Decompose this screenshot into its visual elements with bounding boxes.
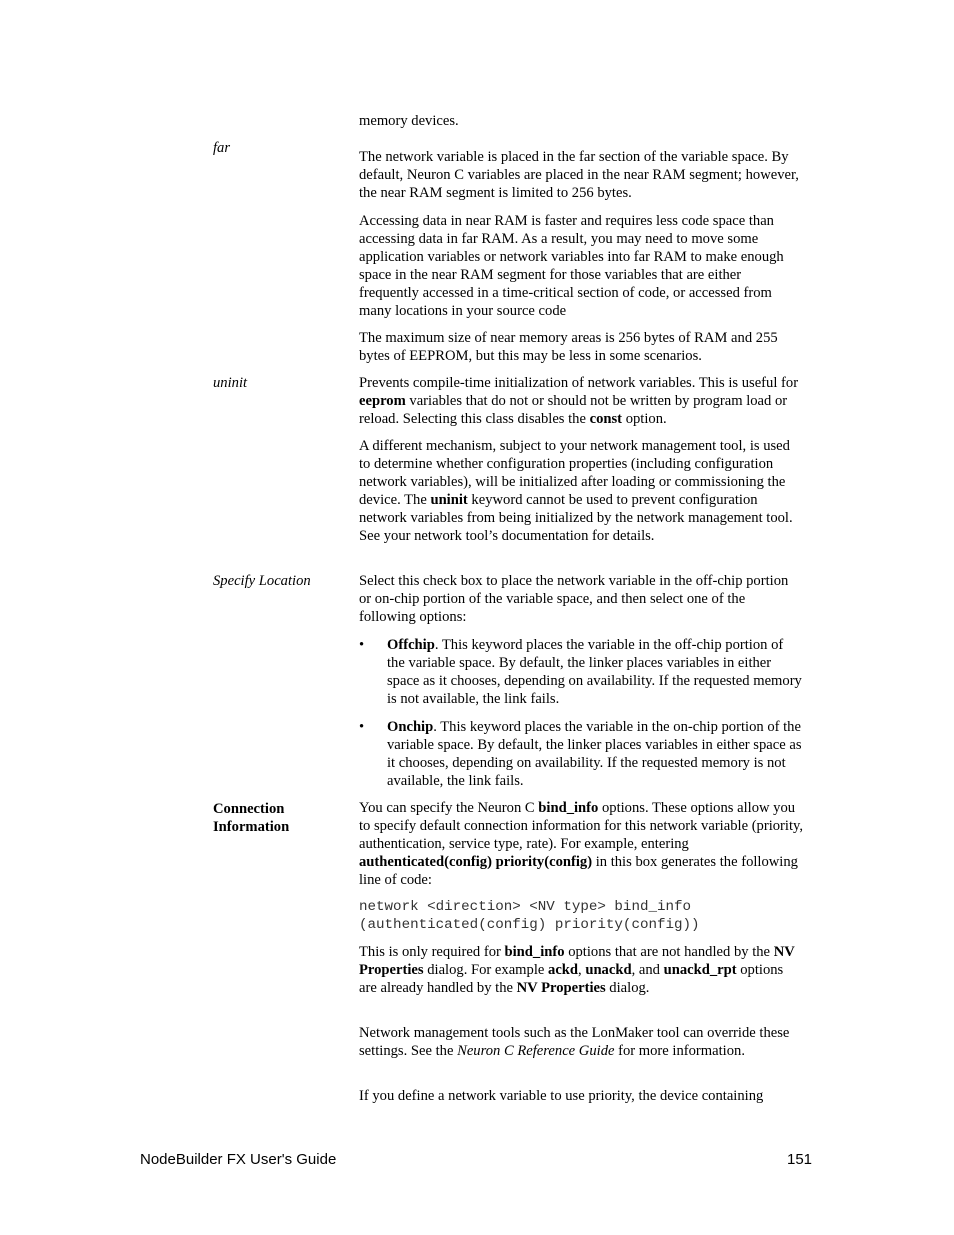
far-paragraph-3: The maximum size of near memory areas is 256 bytes of RAM and 255 bytes of EEPROM, but this may be less in some scenarios. (359, 330, 778, 364)
uninit-description (359, 374, 804, 428)
text-run: dialog. For example (423, 962, 549, 978)
text-run: . This keyword places the variable in the on-chip portion of the variable space. By default, the linker places variables in either space as it chooses, depending on availability. If the requested memory is not available, the link fails. (387, 719, 802, 789)
keyword-eeprom: eeprom (359, 393, 406, 409)
text-run: variables that do not or should not be written by program load or reload. Selecting this class disables the (359, 393, 788, 427)
keyword-bind-info: bind_info (538, 800, 599, 816)
code-example (359, 898, 804, 934)
connection-description-2 (359, 943, 804, 997)
connection-description (359, 799, 804, 889)
text-run: options. These options allow you to specify default connection information for this network variable (priority, authentication, service type, rate). For example, entering (359, 800, 804, 852)
uninit-description-2 (359, 437, 804, 545)
text-run: . This keyword places the variable in the off-chip portion of the variable space. By default, the linker places variables in either space as it chooses, depending on availability. If the requested memory is not available, the link fails. (387, 637, 802, 707)
connection-description-3 (359, 1024, 804, 1060)
term-far: far (213, 140, 231, 156)
term-connection-line-1: Connection (213, 801, 285, 817)
uninit-paragraph-1 (359, 374, 804, 428)
text-run: A different mechanism, subject to your network management tool, is used to determine whether configuration properties (including configuration network variables), will be initialized after loading or commissioning the device. The (359, 438, 790, 508)
text-run: keyword cannot be used to prevent configuration network variables from being initialized by the network management tool. See your network tool’s documentation for details. (359, 492, 793, 544)
connection-description-4 (359, 1087, 804, 1105)
keyword-nv-properties: NV Properties (359, 944, 795, 978)
keyword-example-entry: authenticated(config) priority(config) (359, 854, 593, 870)
uninit-paragraph-2 (359, 437, 804, 545)
text-run: , and (631, 962, 664, 978)
bullet-offchip-text (387, 636, 804, 708)
bullet-icon: • (359, 637, 365, 653)
keyword-unackd: unackd (585, 962, 632, 978)
connection-paragraph-4: If you define a network variable to use priority, the device containing (359, 1088, 764, 1104)
text-run: , (578, 962, 586, 978)
term-specify-location: Specify Location (213, 573, 311, 589)
term-connection-information (213, 800, 348, 836)
far-description-2 (359, 212, 804, 320)
keyword-unackd-rpt: unackd_rpt (663, 962, 737, 978)
keyword-bind-info: bind_info (504, 944, 565, 960)
far-description (359, 148, 804, 202)
text-run: options that are not handled by the (564, 944, 774, 960)
connection-paragraph-3 (359, 1024, 804, 1060)
bullet-icon: • (359, 719, 365, 735)
keyword-ackd: ackd (548, 962, 579, 978)
text-run: for more information. (614, 1043, 745, 1059)
connection-paragraph-2 (359, 943, 804, 997)
text-run: in this box generates the following line of code: (359, 854, 798, 888)
intro-line (359, 112, 804, 130)
far-paragraph-1: The network variable is placed in the far section of the variable space. By default, Neuron C variables are placed in the near RAM segment; however, the near RAM segment is limited to 256 bytes. (359, 149, 799, 201)
connection-paragraph-1 (359, 799, 804, 889)
footer-title: NodeBuilder FX User's Guide (140, 1151, 337, 1168)
far-description-3 (359, 329, 804, 365)
keyword-uninit: uninit (430, 492, 468, 508)
reference-guide-title: Neuron C Reference Guide (457, 1043, 615, 1059)
far-paragraph-2: Accessing data in near RAM is faster and requires less code space than accessing data in far RAM. As a result, you may need to move some application variables or network variables into far RAM to make enough space in the near RAM segment for those variables that are either frequently accessed in a time-critical section of code, or accessed from many locations in your source code (359, 213, 784, 319)
keyword-nv-properties: NV Properties (516, 980, 606, 996)
text-run: options are already handled by the (359, 962, 784, 996)
text-run: Prevents compile-time initialization of network variables. This is useful for (359, 375, 799, 391)
keyword-onchip: Onchip (387, 719, 434, 735)
intro-text: memory devices. (359, 113, 459, 129)
specify-location-description (359, 572, 804, 626)
text-run: dialog. (605, 980, 650, 996)
text-run: You can specify the Neuron C (359, 800, 539, 816)
text-run: Network management tools such as the LonMaker tool can override these settings. See the (359, 1025, 790, 1059)
specify-location-paragraph: Select this check box to place the network variable in the off-chip portion or on-chip portion of the variable space, and then select one of the following options: (359, 573, 789, 625)
text-run: This is only required for (359, 944, 505, 960)
footer-page-number: 151 (787, 1151, 813, 1168)
bullet-onchip-text (387, 718, 804, 790)
term-uninit: uninit (213, 375, 248, 391)
term-connection-line-2: Information (213, 819, 290, 835)
keyword-offchip: Offchip (387, 637, 435, 653)
code-line-2: (authenticated(config) priority(config)) (359, 917, 700, 933)
text-run: option. (622, 411, 667, 427)
keyword-const: const (589, 411, 623, 427)
code-line-1: network <direction> <NV type> bind_info (359, 899, 692, 915)
